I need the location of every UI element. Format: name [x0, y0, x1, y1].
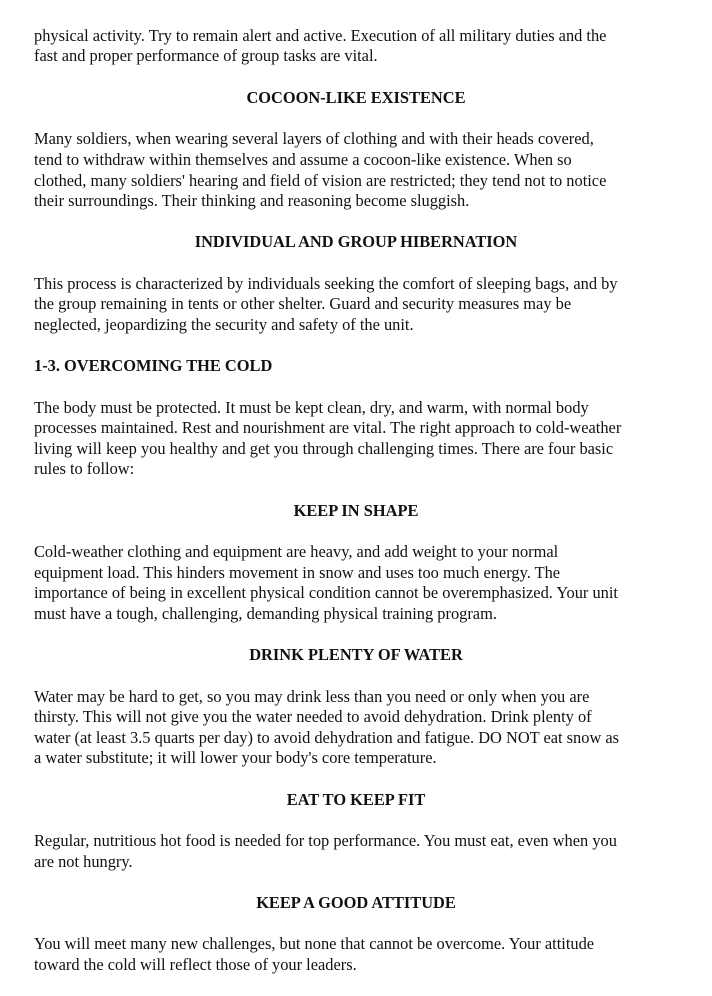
section-heading-eat: EAT TO KEEP FIT — [286, 790, 426, 809]
paragraph-line: living will keep you healthy and get you through challenging times. There are four basic — [34, 439, 614, 458]
paragraph-line: processes maintained. Rest and nourishment are vital. The right approach to cold-weather — [34, 418, 622, 437]
paragraph-line: water (at least 3.5 quarts per day) to avoid dehydration and fatigue. DO NOT eat snow as — [34, 728, 620, 747]
paragraph-line: clothed, many soldiers' hearing and field of vision are restricted; they tend not to notice — [34, 171, 607, 190]
paragraph-line: a water substitute; it will lower your body's core temperature. — [34, 748, 437, 767]
section-heading-attitude: KEEP A GOOD ATTITUDE — [256, 893, 456, 912]
paragraph-line: neglected, jeopardizing the security and safety of the unit. — [34, 315, 414, 334]
paragraph-line: thirsty. This will not give you the water needed to avoid dehydration. Drink plenty of — [34, 707, 592, 726]
paragraph-line: Water may be hard to get, so you may drink less than you need or only when you are — [34, 687, 590, 706]
paragraph-line: are not hungry. — [34, 852, 133, 871]
paragraph-line: This process is characterized by individuals seeking the comfort of sleeping bags, and by — [34, 274, 618, 293]
paragraph-line: The body must be protected. It must be kept clean, dry, and warm, with normal body — [34, 398, 589, 417]
paragraph-line: importance of being in excellent physical condition cannot be overemphasized. Your unit — [34, 583, 618, 602]
paragraph-line: equipment load. This hinders movement in snow and uses too much energy. The — [34, 563, 561, 582]
paragraph-line: their surroundings. Their thinking and reasoning become sluggish. — [34, 191, 470, 210]
section-heading-hibernation: INDIVIDUAL AND GROUP HIBERNATION — [194, 232, 518, 251]
section-heading-cocoon: COCOON-LIKE EXISTENCE — [246, 88, 466, 107]
section-heading-overcoming: 1-3. OVERCOMING THE COLD — [34, 356, 273, 375]
paragraph-line: tend to withdraw within themselves and assume a cocoon-like existence. When so — [34, 150, 572, 169]
section-heading-water: DRINK PLENTY OF WATER — [249, 645, 463, 664]
paragraph-line: toward the cold will reflect those of your leaders. — [34, 955, 357, 974]
paragraph-line: physical activity. Try to remain alert and active. Execution of all military duties and the — [34, 26, 607, 45]
paragraph-line: You will meet many new challenges, but none that cannot be overcome. Your attitude — [34, 934, 595, 953]
paragraph-line: Many soldiers, when wearing several layers of clothing and with their heads covered, — [34, 129, 594, 148]
paragraph-line: Cold-weather clothing and equipment are heavy, and add weight to your normal — [34, 542, 559, 561]
paragraph-line: rules to follow: — [34, 459, 135, 478]
paragraph-line: fast and proper performance of group tasks are vital. — [34, 46, 378, 65]
paragraph-line: must have a tough, challenging, demanding physical training program. — [34, 604, 497, 623]
paragraph-line: Regular, nutritious hot food is needed for top performance. You must eat, even when you — [34, 831, 617, 850]
section-heading-shape: KEEP IN SHAPE — [293, 501, 419, 520]
paragraph-line: the group remaining in tents or other shelter. Guard and security measures may be — [34, 294, 572, 313]
